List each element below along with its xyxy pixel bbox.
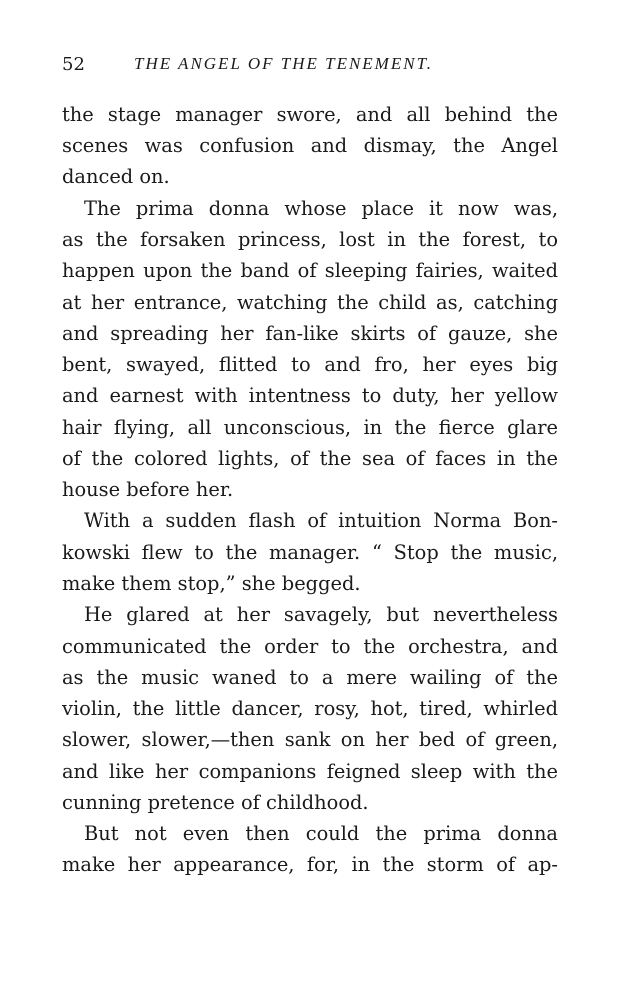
- text-line: kowski flew to the manager. “ Stop the music,: [62, 541, 558, 564]
- text-line: as the forsaken princess, lost in the forest, to: [62, 228, 558, 251]
- text-line: scenes was confusion and dismay, the Angel: [62, 134, 558, 157]
- page-number: 52: [62, 54, 85, 75]
- running-title: THE ANGEL OF THE TENEMENT.: [134, 54, 434, 73]
- paragraph-first-line: He glared at her savagely, but nevertheless: [84, 603, 558, 626]
- text-line: communicated the order to the orchestra, and: [62, 635, 558, 658]
- text-line: and spreading her fan-like skirts of gauze, she: [62, 322, 558, 345]
- text-line: violin, the little dancer, rosy, hot, tired, whirled: [62, 697, 558, 720]
- page-header: [62, 54, 558, 82]
- text-line: happen upon the band of sleeping fairies, waited: [62, 259, 558, 282]
- paragraph-first-line: But not even then could the prima donna: [84, 822, 558, 845]
- text-line: as the music waned to a mere wailing of the: [62, 666, 558, 689]
- text-line: cunning pretence of childhood.: [62, 791, 369, 814]
- text-line: and like her companions feigned sleep with the: [62, 760, 558, 783]
- text-line: make them stop,” she begged.: [62, 572, 361, 595]
- text-line: the stage manager swore, and all behind the: [62, 103, 558, 126]
- paragraph-first-line: With a sudden flash of intuition Norma Bon-: [84, 509, 558, 532]
- text-line: slower, slower,—then sank on her bed of green,: [62, 728, 558, 751]
- text-line: at her entrance, watching the child as, catching: [62, 291, 558, 314]
- text-line: of the colored lights, of the sea of faces in the: [62, 447, 558, 470]
- text-line: house before her.: [62, 478, 234, 501]
- text-line: make her appearance, for, in the storm of ap-: [62, 853, 558, 876]
- text-line: and earnest with intentness to duty, her yellow: [62, 384, 558, 407]
- text-line: bent, swayed, flitted to and fro, her eyes big: [62, 353, 558, 376]
- paragraph-first-line: The prima donna whose place it now was,: [84, 197, 558, 220]
- text-line: danced on.: [62, 165, 170, 188]
- text-line: hair flying, all unconscious, in the fierce glare: [62, 416, 558, 439]
